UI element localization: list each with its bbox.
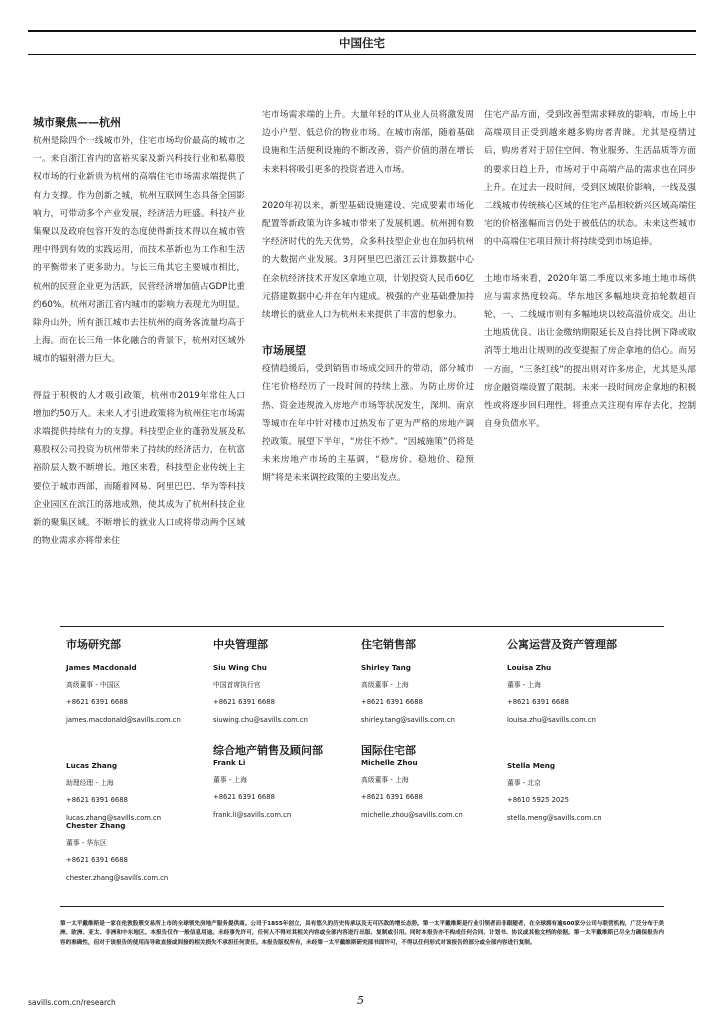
contact-name: Siu Wing Chu xyxy=(213,663,267,672)
contact-title: 董事 - 北京 xyxy=(507,779,541,788)
contact-email[interactable]: louisa.zhu@savills.com.cn xyxy=(507,715,596,724)
dept-residential: 住宅销售部 xyxy=(361,638,416,651)
contact-email[interactable]: james.macdonald@savills.com.cn xyxy=(66,715,181,724)
contact-name: Lucas Zhang xyxy=(66,761,118,770)
contact-title: 助理经理 - 上海 xyxy=(66,779,114,788)
contact-name: James Macdonald xyxy=(66,663,137,672)
dept-consulting: 综合地产销售及顾问部 xyxy=(213,744,323,757)
section-heading-market-outlook: 市场展望 xyxy=(262,344,306,358)
dept-central: 中央管理部 xyxy=(213,638,268,651)
contact-title: 董事 - 上海 xyxy=(213,776,247,785)
footer-url[interactable]: savills.com.cn/research xyxy=(28,998,116,1007)
paragraph: 疫情趋缓后，受到销售市场成交回升的带动，部分城市住宅价格经历了一段时间的持续上涨。为防止房价过热、资金违规流入房地产市场等状况发生，深圳、南京等城市在年中针对楼市过热发布了更为严格的房地产调控政策。展望下半年，“房住不炒”、“因城施策”仍将是未来房地产市场的主基调，“稳房价、稳地价、稳预期”将是未来调控政策的主要出发点。 xyxy=(262,364,474,484)
paragraph: 杭州是除四个一线城市外，住宅市场均价最高的城市之一。来自浙江省内的富裕买家及新兴科技行业和私募股权市场的行业新贵为杭州的高端住宅市场需求端提供了有力支撑。作为创新之城，杭州互联网生态具备全国影响力，可带动多个产业发展，经济活力旺盛。科技产业集聚以及政府包容开发的态度使得新技术得以在城市管理中得到有效的实践运用，而技术革新也为工作和生活的平衡带来了更多助力。与长三角其它主要城市相比，杭州的民营企业更为活跃，民营经济增加值占GDP比重约60%。杭州对浙江省内城市的影响力表现尤为明显。除舟山外，所有浙江城市去往杭州的商务客流量均高于上海。而在长三角一体化融合的背景下，杭州对区域外城市的辐射潜力巨大。 xyxy=(33,136,245,365)
contact-phone: +8621 6391 6688 xyxy=(66,698,128,707)
contact-card xyxy=(213,662,308,726)
contact-phone: +8621 6391 6688 xyxy=(213,698,275,707)
disclaimer-rule xyxy=(60,906,664,907)
contact-email[interactable]: chester.zhang@savills.com.cn xyxy=(66,873,169,882)
contact-phone: +8621 6391 6688 xyxy=(213,793,275,802)
contact-title: 高级董事 - 中国区 xyxy=(66,681,121,690)
contact-card xyxy=(213,757,291,821)
column-2 xyxy=(262,106,474,506)
contact-name: Stella Meng xyxy=(507,761,556,770)
contact-card xyxy=(66,662,181,726)
contact-name: Louisa Zhu xyxy=(507,663,552,672)
contact-email[interactable]: lucas.zhang@savills.com.cn xyxy=(66,813,162,822)
contact-phone: +8610 5925 2025 xyxy=(507,796,569,805)
contact-card xyxy=(507,662,596,726)
header-top-rule xyxy=(28,30,696,32)
section-title: 中国住宅 xyxy=(339,36,385,50)
header-bottom-rule xyxy=(28,54,696,55)
paragraph: 宅市场需求端的上升。大量年轻的IT从业人员将激发周边小户型、低总价的物业市场。在城市南部，随着基础设施和生活便利设施的不断改善，资产价值的潜在增长未来料将吸引更多的投资者进入市场。 xyxy=(262,110,474,175)
contact-phone: +8621 6391 6688 xyxy=(66,856,128,865)
contact-title: 董事 - 华东区 xyxy=(66,839,107,848)
contact-email[interactable]: shirley.tang@savills.com.cn xyxy=(361,715,455,724)
contact-email[interactable]: frank.li@savills.com.cn xyxy=(213,810,292,819)
contact-phone: +8621 6391 6688 xyxy=(361,698,423,707)
contact-name: Michelle Zhou xyxy=(361,758,418,767)
paragraph: 2020年初以来，新型基础设施建设、完成要素市场化配置等新政策为许多城市带来了发展机遇。杭州拥有数字经济时代的先天优势，众多科技型企业也在加码杭州的大数据产业发展。3月阿里巴巴浙江云计算数据中心在余杭经济技术开发区拿地立项，计划投资人民币60亿元搭建数据中心并在年内建成。极强的产业基础叠加持续增长的就业人口为杭州未来提供了丰富的想象力。 xyxy=(262,200,474,321)
paragraph: 土地市场来看，2020年第二季度以来多地土地市场供应与需求热度较高。华东地区多幅地块竞拍轮数超百轮，一、二线城市则有多幅地块以较高溢价成交。出让土地质优良、出让金缴纳期限延长及自持比例下降或取消等土地出让规则的改变提振了房企拿地的信心。而另一方面，“三条红线”的提出则对许多房企，尤其是头部房企融资端设置了限制。未来一段时间房企拿地的积极性或将逐步回归理性，将重点关注现有库存去化，控制自身负债水平。 xyxy=(484,273,696,430)
contact-title: 董事 - 上海 xyxy=(507,681,541,690)
section-heading-city-focus: 城市聚焦——杭州 xyxy=(33,116,121,129)
contact-email[interactable]: siuwing.chu@savills.com.cn xyxy=(213,715,308,724)
contacts-top-rule xyxy=(60,626,664,627)
contact-email[interactable]: michelle.zhou@savills.com.cn xyxy=(361,810,463,819)
dept-apartment: 公寓运营及资产管理部 xyxy=(507,638,617,651)
contact-card xyxy=(361,662,455,726)
contact-title: 高级董事 - 上海 xyxy=(361,776,409,785)
contact-card xyxy=(507,760,602,824)
column-1 xyxy=(33,114,245,568)
contact-card xyxy=(361,757,463,821)
column-3 xyxy=(484,106,696,451)
contact-email[interactable]: stella.meng@savills.com.cn xyxy=(507,813,602,822)
contact-name: Frank Li xyxy=(213,758,246,767)
contact-card xyxy=(66,820,168,884)
dept-research: 市场研究部 xyxy=(66,638,121,651)
contact-name: Chester Zhang xyxy=(66,821,126,830)
contact-card xyxy=(66,760,161,824)
contact-phone: +8621 6391 6688 xyxy=(507,698,569,707)
contact-phone: +8621 6391 6688 xyxy=(66,796,128,805)
dept-international: 国际住宅部 xyxy=(361,744,416,757)
disclaimer-text: 第一太平戴维斯是一家在伦敦股票交易所上市的全球领先房地产服务提供商。公司于1855年创立，具有悠久的历史传承以及无可匹敌的增长态势。第一太平戴维斯是行业引领者而非跟随者，在全球拥有逾600家分公司与联营机构，广泛分布于美洲、欧洲、亚太、非洲和中东地区。本报告仅作一般信息用途。未经事先许可，任何人不得对其相关内容或全部内容进行出版、复制或引用。同时本报告亦不构成任何合同、计划书、协议或其他文档的依据。第一太平戴维斯已尽全力确保报告内容的准确性，但对于该报告的使用而导致直接或间接的相关损失不承担任何责任。本报告版权所有，未经第一太平戴维斯研究部书面许可，不得以任何形式对该报告的部分或全部内容进行复制。 xyxy=(60,921,664,946)
contact-title: 中国首席执行官 xyxy=(213,681,261,690)
contact-title: 高级董事 - 上海 xyxy=(361,681,409,690)
contact-phone: +8621 6391 6688 xyxy=(361,793,423,802)
paragraph: 得益于积极的人才吸引政策，杭州市2019年常住人口增加约50万人。未来人才引进政策将为杭州住宅市场需求端提供持续有力的支撑。科技型企业的蓬勃发展及私募股权公司投资为杭州带来了持续的经济活力，在杭富裕阶层人数不断增长。地区来看，科技型企业传统上主要位于城市西部，而随着网易、阿里巴巴、华为等科技企业园区在滨江的落地成熟，使其成为了杭州科技企业新的聚集区域。不断增长的就业人口或将带动两个区域的物业需求亦将带来住 xyxy=(33,390,245,547)
paragraph: 住宅产品方面，受到改善型需求释放的影响，市场上中高端项目正受到越来越多购房者青睐。尤其是疫情过后，购房者对于居住空间、物业服务、生活品质等方面的要求日趋上升，市场对于中高端产品的需求也在同步上升。在过去一段时间，受到区域限价影响，一线及强二线城市传统核心区域的住宅产品相较新兴区域高端住宅的价格涨幅而言仍处于被低估的状态。未来这些城市的中高端住宅项目预计将持续受到市场追捧。 xyxy=(484,110,696,248)
page-number: 5 xyxy=(357,994,364,1007)
contact-name: Shirley Tang xyxy=(361,663,411,672)
